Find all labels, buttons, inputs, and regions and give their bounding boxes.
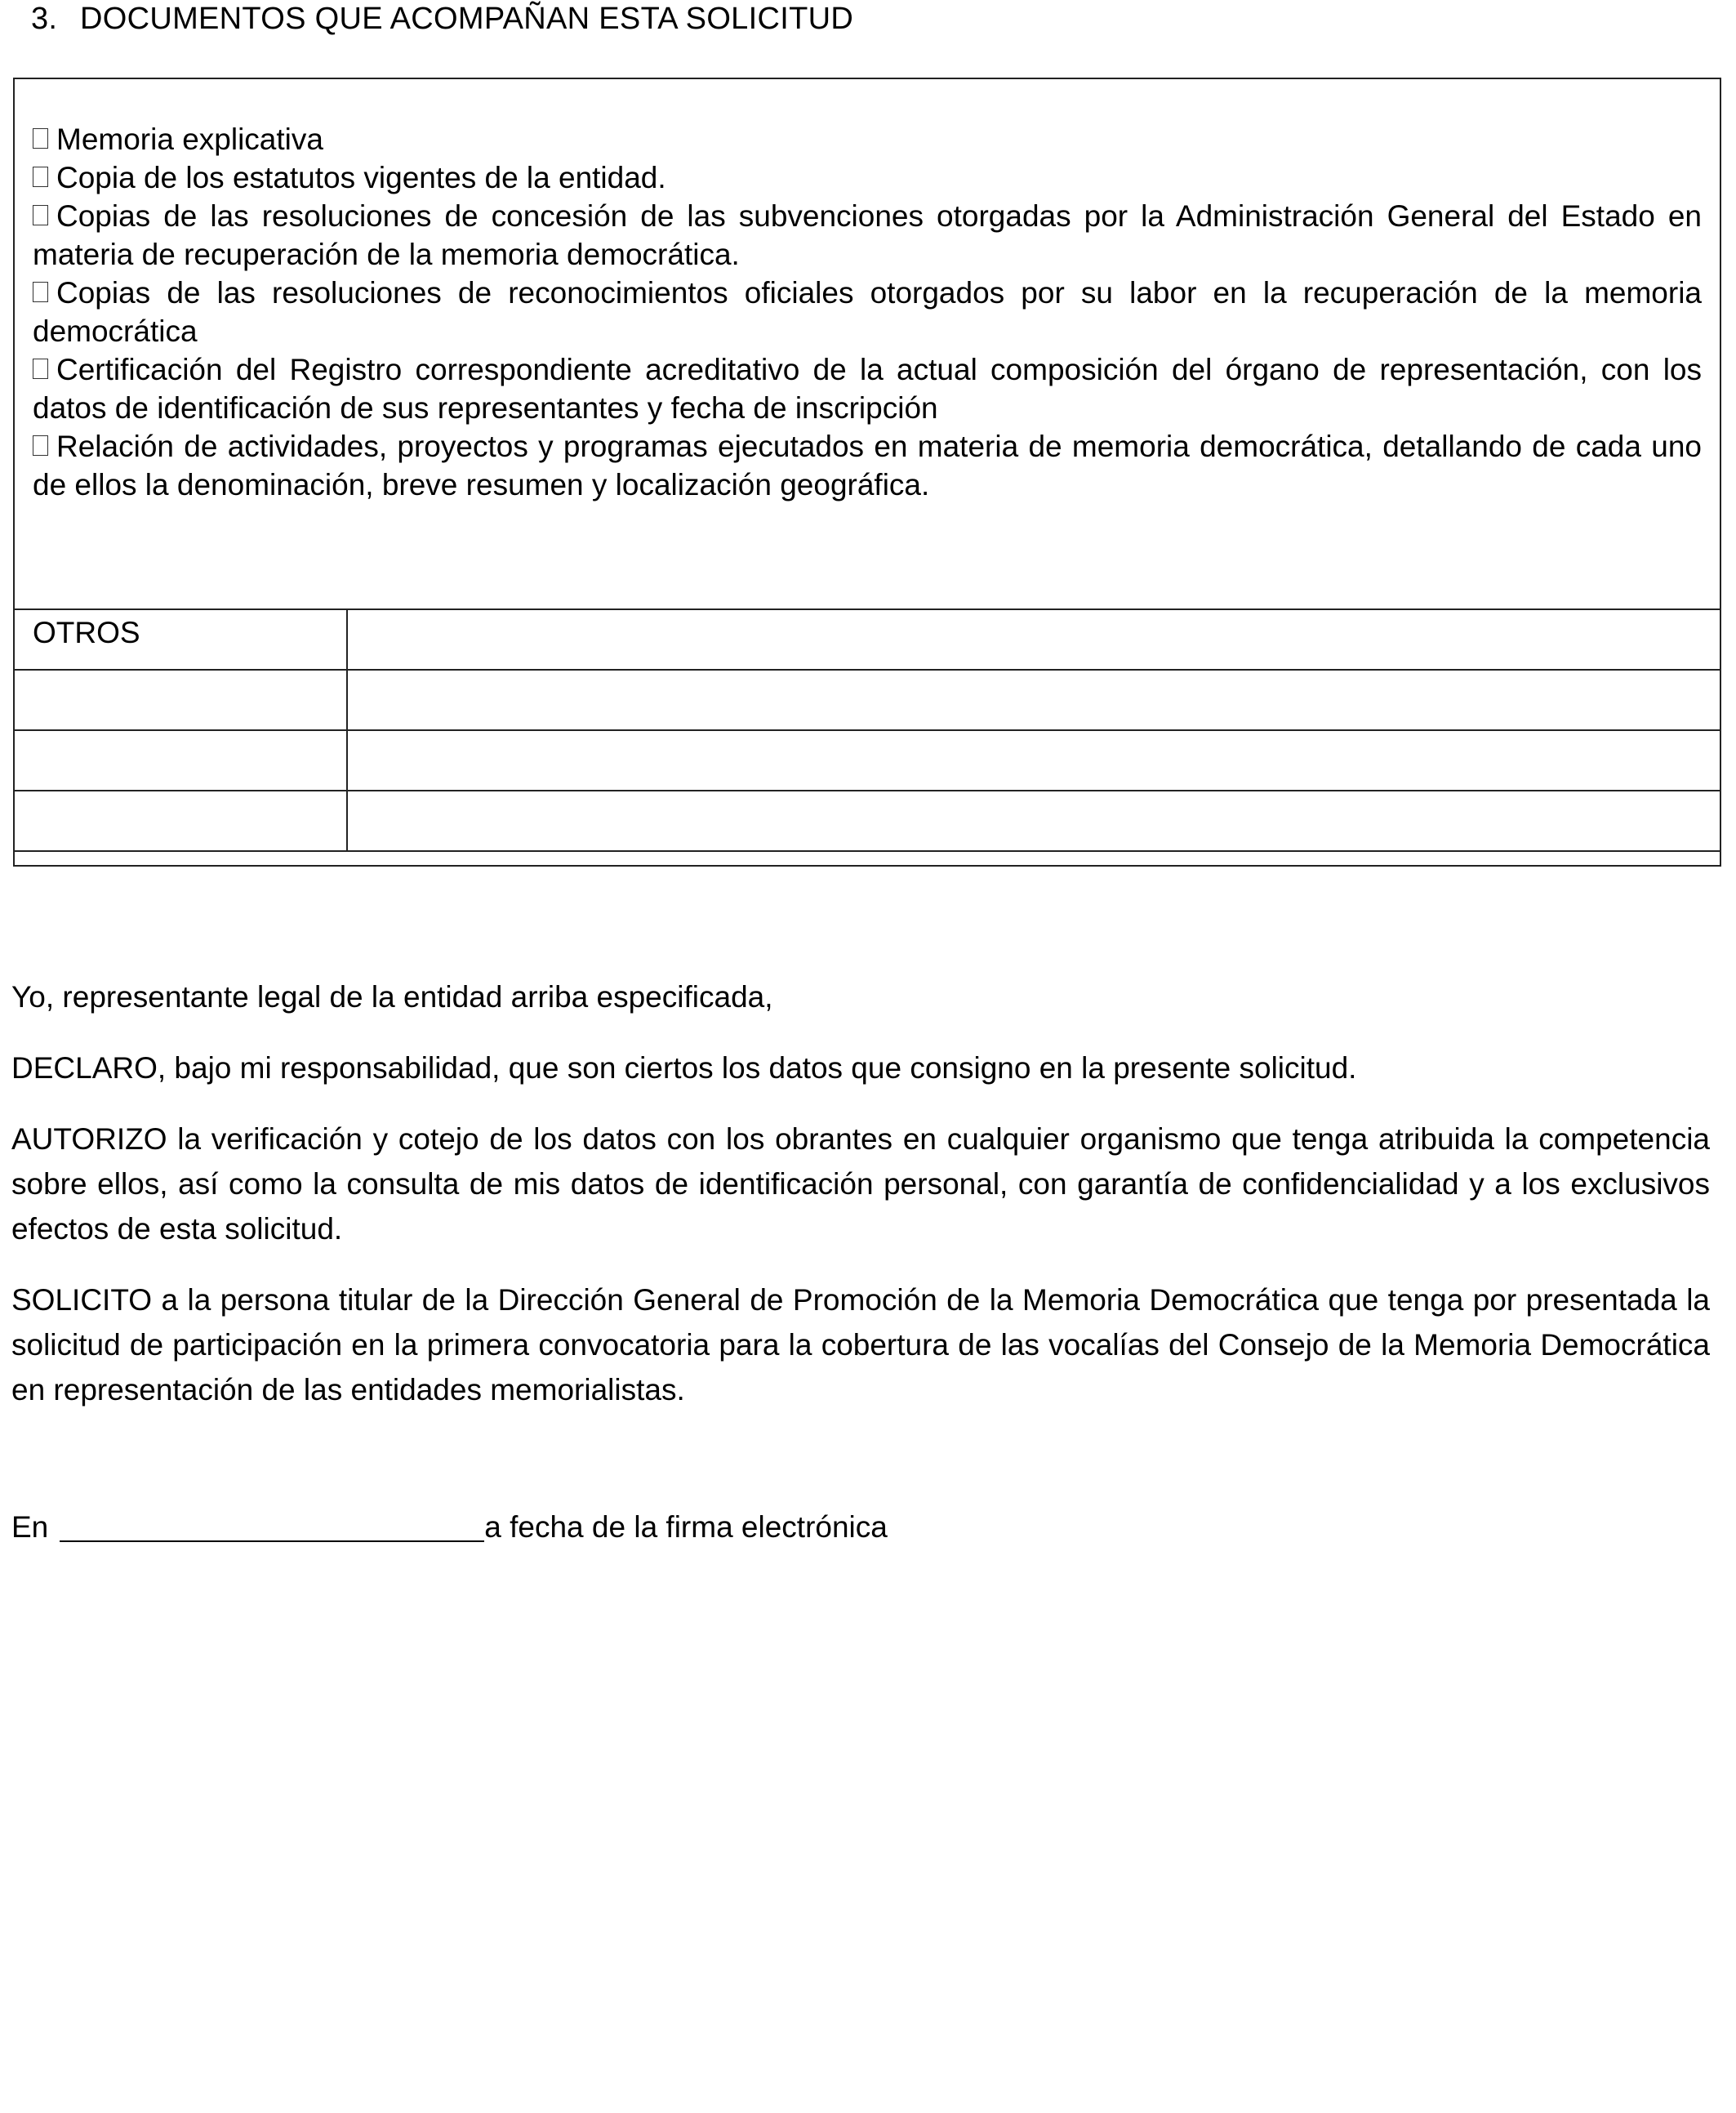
document-checkbox[interactable] [33,205,48,225]
declaration-autorizo: AUTORIZO la verificación y cotejo de los datos con los obrantes en cualquier organismo que tenga atribuida la competencia sobre ellos, así como la consulta de mis datos de identificación personal, con garantía de confidencialidad y a los exclusivos efectos de esta solicitud. [11,1122,1710,1246]
table-row [14,670,1720,730]
document-item-estatutos [33,158,1702,197]
document-item-reconocimientos [33,274,1702,350]
otros-cell-description[interactable] [347,791,1720,851]
otros-cell-name[interactable] [14,670,347,730]
otros-cell-description[interactable] [347,730,1720,791]
declaration-solicito: SOLICITO a la persona titular de la Dirección General de Promoción de la Memoria Democrática que tenga por presentada la solicitud de participación en la primera convocatoria para la cobertura de las vocalías del Consejo de la Memoria Democrática en representación de las entidades memorialistas. [11,1283,1710,1406]
document-item-certificacion [33,350,1702,427]
otros-cell-name[interactable] [14,730,347,791]
otros-cell-name[interactable] [14,791,347,851]
document-item-actividades [33,427,1702,504]
table-row [14,791,1720,851]
document-label: Copia de los estatutos vigentes de la entidad. [56,161,666,194]
document-item-memoria [33,120,1702,158]
document-checkbox[interactable] [33,359,48,379]
declarations [11,974,1710,1438]
document-checkbox[interactable] [33,282,48,302]
table-row [14,730,1720,791]
document-label: Copias de las resoluciones de reconocimientos oficiales otorgados por su labor en la recuperación de la memoria democrática [33,276,1702,348]
declaration-intro: Yo, representante legal de la entidad arriba especificada, [11,980,773,1014]
document-label: Relación de actividades, proyectos y programas ejecutados en materia de memoria democrática, detallando de cada uno de ellos la denominación, breve resumen y localización geográfica. [33,430,1702,502]
otros-cell-description[interactable] [347,609,1720,670]
otros-cell-description[interactable] [347,670,1720,730]
document-label: Certificación del Registro correspondiente acreditativo de la actual composición del órgano de representación, con los datos de identificación de sus representantes y fecha de inscripción [33,353,1702,425]
document-label: Copias de las resoluciones de concesión de las subvenciones otorgadas por la Administración General del Estado en materia de recuperación de la memoria democrática. [33,199,1702,271]
document-checkbox[interactable] [33,167,48,187]
location-blank-field[interactable] [60,1511,484,1542]
signature-line [11,1507,888,1548]
otros-cell-name[interactable] [14,609,347,670]
otros-label: OTROS [33,616,140,649]
documents-checklist [33,120,1702,504]
signature-prefix: En [11,1510,49,1544]
signature-suffix: a fecha de la firma electrónica [484,1510,888,1544]
documents-box [13,78,1721,867]
declaration-declaro: DECLARO, bajo mi responsabilidad, que son ciertos los datos que consigno en la presente solicitud. [11,1051,1357,1085]
section-number: 3. [31,2,58,36]
document-checkbox[interactable] [33,435,48,456]
section-heading [31,0,853,38]
document-checkbox[interactable] [33,128,48,149]
section-title: DOCUMENTOS QUE ACOMPAÑAN ESTA SOLICITUD [80,2,854,36]
table-row [14,609,1720,670]
document-label: Memoria explicativa [56,123,323,156]
otros-table [13,608,1721,852]
document-item-subvenciones [33,197,1702,274]
